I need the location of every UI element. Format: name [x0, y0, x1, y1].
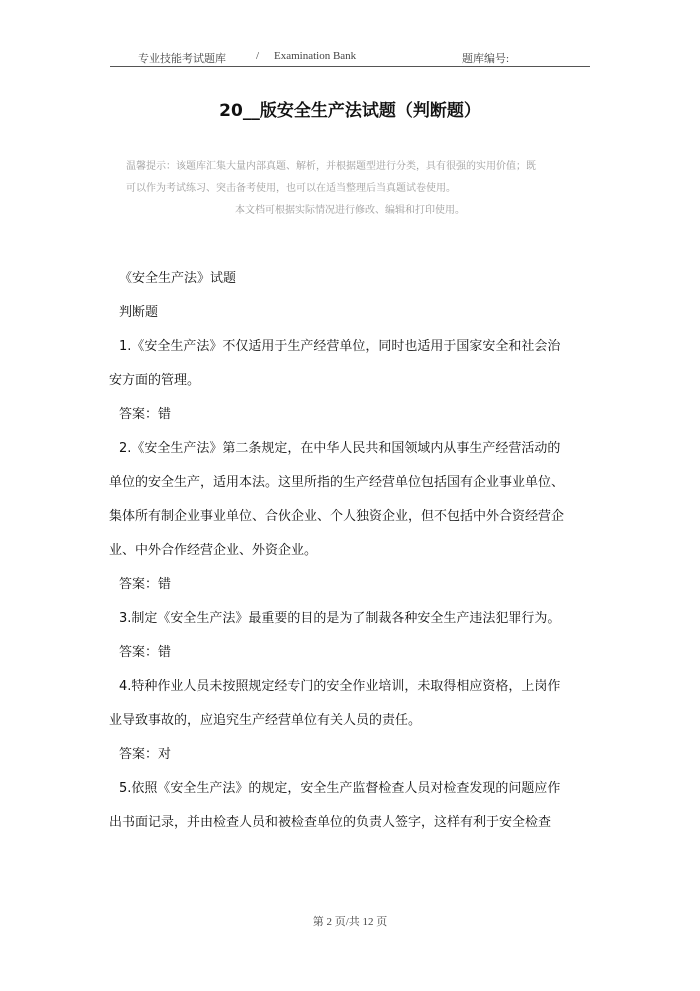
- header-number-label: 题库编号:: [462, 53, 510, 65]
- question-line: 4.特种作业人员未按照规定经专门的安全作业培训，未取得相应资格，上岗作: [119, 679, 561, 694]
- answer: 答案：错: [119, 407, 172, 422]
- page-title: 20__版安全生产法试题（判断题）: [219, 101, 481, 121]
- tips-line: 可以作为考试练习、突击备考使用，也可以在适当整理后当真题试卷使用。: [126, 183, 456, 194]
- question-line: 业导致事故的，应追究生产经营单位有关人员的责任。: [109, 713, 422, 728]
- page-footer: 第 2 页/共 12 页: [312, 916, 388, 928]
- answer: 答案：错: [119, 577, 172, 592]
- document-body: [109, 262, 595, 840]
- header-separator: /: [256, 50, 260, 62]
- section-heading: 判断题: [119, 305, 159, 320]
- question-line: 安方面的管理。: [109, 373, 201, 388]
- question-line: 出书面记录，并由检查人员和被检查单位的负责人签字，这样有利于安全检查: [109, 815, 552, 830]
- tips-line: 本文档可根据实际情况进行修改、编辑和打印使用。: [235, 205, 465, 216]
- question-line: 3.制定《安全生产法》最重要的目的是为了制裁各种安全生产违法犯罪行为。: [119, 611, 561, 626]
- question-line: 业、中外合作经营企业、外资企业。: [109, 543, 318, 558]
- tips-line: 温馨提示：该题库汇集大量内部真题、解析，并根据题型进行分类，具有很强的实用价值；既: [126, 161, 536, 172]
- answer: 答案：错: [119, 645, 172, 660]
- header-bank: Examination Bank: [274, 50, 357, 62]
- question-line: 单位的安全生产，适用本法。这里所指的生产经营单位包括国有企业事业单位、: [109, 475, 565, 490]
- question-line: 1.《安全生产法》不仅适用于生产经营单位，同时也适用于国家安全和社会治: [119, 339, 561, 354]
- tips-block: [110, 156, 590, 222]
- doc-heading: 《安全生产法》试题: [119, 271, 237, 286]
- question-line: 2.《安全生产法》第二条规定，在中华人民共和国领域内从事生产经营活动的: [119, 441, 561, 456]
- header-category: 专业技能考试题库: [138, 53, 226, 65]
- question-line: 集体所有制企业事业单位、合伙企业、个人独资企业，但不包括中外合资经营企: [109, 509, 565, 524]
- page-header: [110, 50, 590, 67]
- question-line: 5.依照《安全生产法》的规定，安全生产监督检查人员对检查发现的问题应作: [119, 781, 561, 796]
- answer: 答案：对: [119, 747, 172, 762]
